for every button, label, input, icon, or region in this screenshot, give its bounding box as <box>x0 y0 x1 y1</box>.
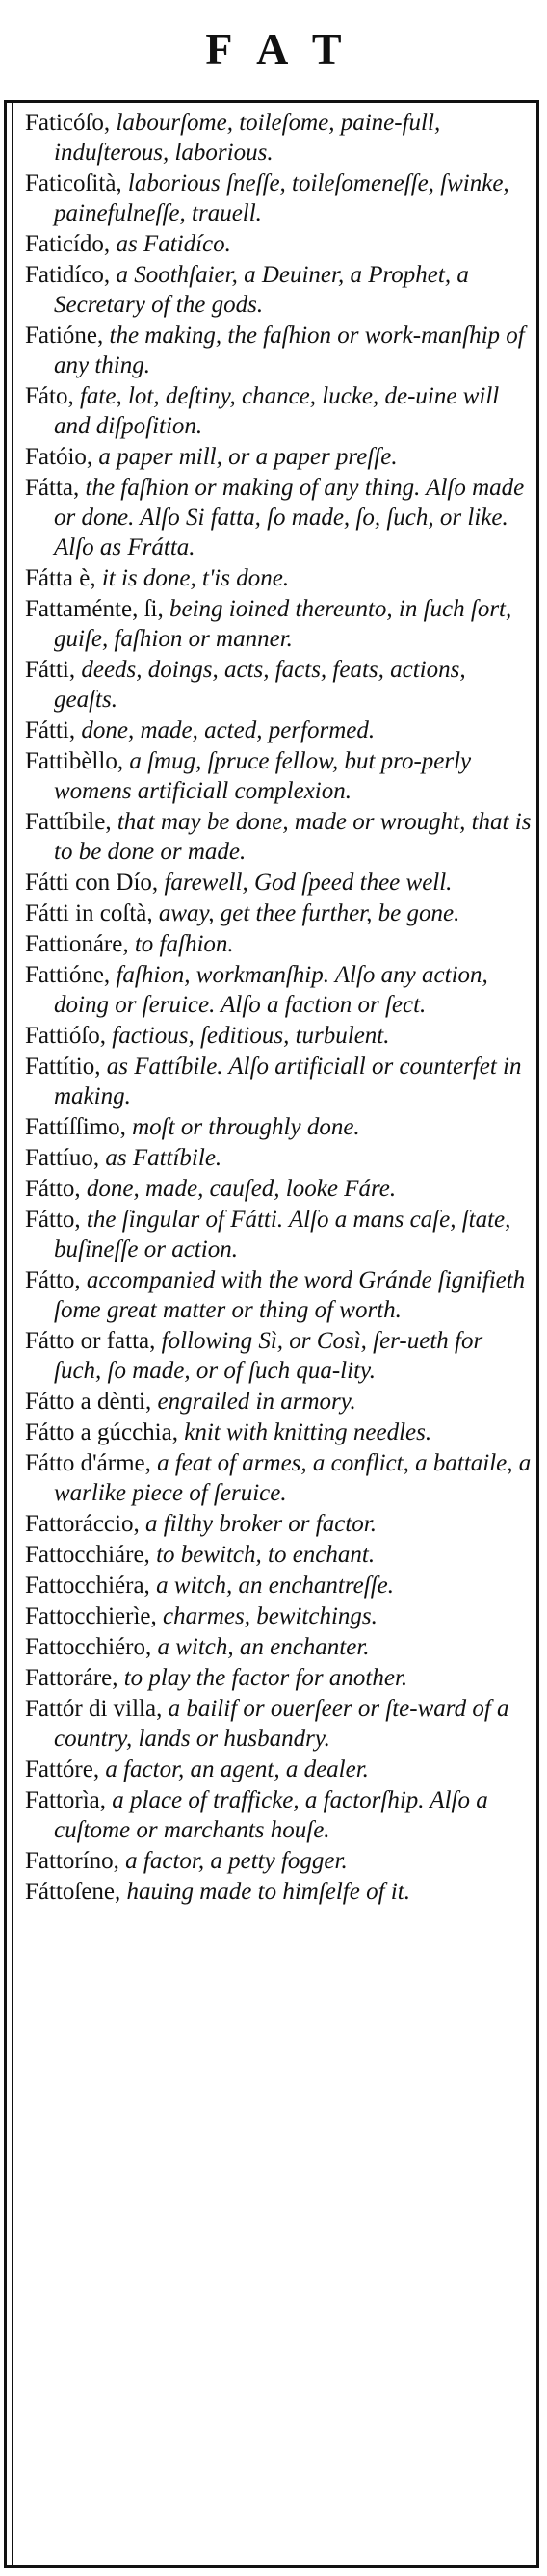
dictionary-entry <box>25 260 532 320</box>
dictionary-entry <box>25 1755 532 1784</box>
page-title: FAT <box>205 23 369 73</box>
entry-headword: Fattorìa, <box>25 1787 107 1813</box>
dictionary-entry <box>25 898 532 928</box>
entry-headword: Fattocchiéro, <box>25 1634 152 1660</box>
entry-gloss: a ſmug, ſpruce fellow, but pro-perly womens artificiall complexion. <box>54 748 472 804</box>
entry-gloss: factious, ſeditious, turbulent. <box>106 1023 390 1049</box>
entry-headword: Fattoríno, <box>25 1848 119 1874</box>
entry-headword: Fattíſſimo, <box>25 1114 126 1140</box>
dictionary-entry <box>25 1663 532 1693</box>
dictionary-entry <box>25 1571 532 1600</box>
entry-gloss: the faſhion or making of any thing. Alſo made or done. Alſo Si fatta, ſo made, ſo, ſuch, or like. Alſo as Frátta. <box>54 475 525 560</box>
entry-gloss: the ſingular of Fátti. Alſo a mans caſe, ſtate, buſineſſe or action. <box>54 1207 511 1262</box>
entry-gloss: a witch, an enchantreſſe. <box>149 1573 394 1599</box>
entry-gloss: a factor, an agent, a dealer. <box>99 1756 369 1782</box>
entry-gloss: to faſhion. <box>128 931 234 957</box>
left-inner-rule <box>12 100 13 2568</box>
dictionary-entry <box>25 1052 532 1111</box>
entry-headword: Fátto, <box>25 1176 81 1202</box>
dictionary-entry <box>25 1387 532 1417</box>
entry-gloss: deeds, doings, acts, facts, feats, actions, geaſts. <box>54 657 466 713</box>
dictionary-entry <box>25 1846 532 1876</box>
dictionary-entry <box>25 442 532 472</box>
dictionary-entry <box>25 1632 532 1662</box>
entry-gloss: done, made, cauſed, looke Fáre. <box>80 1176 397 1202</box>
dictionary-entry <box>25 1174 532 1204</box>
entry-gloss: a Soothſaier, a Deuiner, a Prophet, a Secretary of the gods. <box>54 262 469 318</box>
entry-gloss: away, get thee further, be gone. <box>152 900 460 926</box>
entry-headword: Fattíuo, <box>25 1145 100 1171</box>
dictionary-entry <box>25 807 532 867</box>
entry-headword: Fattítio, <box>25 1054 101 1080</box>
entry-headword: Fáto, <box>25 383 74 409</box>
entry-headword: Fattíbile, <box>25 809 112 835</box>
entry-gloss: labourſome, toileſome, paine-full, induſterous, laborious. <box>54 110 441 166</box>
entry-headword: Fatióne, <box>25 323 104 349</box>
entry-gloss: to bewitch, to enchant. <box>149 1542 376 1568</box>
dictionary-entry <box>25 473 532 562</box>
entry-gloss: knit with knitting needles. <box>177 1419 432 1445</box>
entry-gloss: a feat of armes, a conflict, a battaile, a warlike piece of ſeruice. <box>54 1450 532 1506</box>
dictionary-entry <box>25 169 532 228</box>
entry-gloss: it is done, t'is done. <box>95 565 290 591</box>
dictionary-entry <box>25 929 532 959</box>
entry-headword: Fátto or fatta, <box>25 1328 156 1354</box>
dictionary-entry <box>25 746 532 806</box>
dictionary-entry <box>25 868 532 898</box>
entry-gloss: a bailif or ouerſeer or ſte-ward of a country, lands or husbandry. <box>54 1696 509 1752</box>
entry-headword: Fattióſo, <box>25 1023 107 1049</box>
entry-headword: Fatidíco, <box>25 262 111 288</box>
entry-gloss: as Fattíbile. Alſo artificiall or counterfet in making. <box>54 1054 522 1109</box>
entry-headword: Fátta, <box>25 475 80 501</box>
entry-headword: Faticoſità, <box>25 170 122 196</box>
entry-headword: Fattionáre, <box>25 931 129 957</box>
entry-gloss: a place of trafficke, a factorſhip. Alſo a cuſtome or marchants houſe. <box>54 1787 488 1843</box>
entry-gloss: fate, lot, deſtiny, chance, lucke, de-uine will and diſpoſition. <box>54 383 500 439</box>
entry-gloss: following Sì, or Così, ſer-ueth for ſuch, ſo made, or of ſuch qua-lity. <box>54 1328 483 1384</box>
entry-gloss: a filthy broker or factor. <box>139 1511 377 1537</box>
entry-headword: Fatóio, <box>25 444 93 470</box>
entry-headword: Fattoráccio, <box>25 1511 140 1537</box>
entry-headword: Faticóſo, <box>25 110 111 136</box>
dictionary-entry <box>25 1694 532 1754</box>
dictionary-entry <box>25 716 532 745</box>
entry-gloss: as Fattíbile. <box>99 1145 222 1171</box>
entry-gloss: accompanied with the word Gránde ſignifieth ſome great matter or thing of worth. <box>54 1267 526 1323</box>
entry-headword: Fattocchiéra, <box>25 1573 150 1599</box>
entry-headword: Fátti in coſtà, <box>25 900 153 926</box>
right-outer-rule <box>536 100 539 2568</box>
entry-headword: Fátto a dènti, <box>25 1389 152 1415</box>
left-outer-rule <box>4 100 7 2568</box>
dictionary-entry <box>25 229 532 259</box>
entry-gloss: being ioined thereunto, in ſuch ſort, guiſe, faſhion or manner. <box>54 596 512 652</box>
entry-headword: Fátti, <box>25 657 76 683</box>
entry-headword: Faticído, <box>25 231 111 257</box>
dictionary-entry <box>25 1205 532 1264</box>
dictionary-entry <box>25 1509 532 1539</box>
dictionary-entry <box>25 1540 532 1570</box>
entry-gloss: charmes, bewitchings. <box>156 1603 378 1629</box>
entry-headword: Fattocchiáre, <box>25 1542 150 1568</box>
dictionary-entry <box>25 108 532 168</box>
dictionary-entry <box>25 1021 532 1051</box>
entry-gloss: farewell, God ſpeed thee well. <box>158 870 453 896</box>
entry-gloss: a factor, a petty fogger. <box>118 1848 348 1874</box>
dictionary-entry <box>25 1265 532 1325</box>
entry-headword: Fátto d'árme, <box>25 1450 151 1476</box>
entry-headword: Fattocchierìe, <box>25 1603 157 1629</box>
dictionary-entry <box>25 1112 532 1142</box>
entry-headword: Fattóre, <box>25 1756 100 1782</box>
entry-gloss: moſt or throughly done. <box>125 1114 360 1140</box>
entry-gloss: hauing made to himſelfe of it. <box>120 1879 410 1905</box>
entry-headword: Fátti, <box>25 717 76 743</box>
entry-gloss: laborious ſneſſe, toileſomeneſſe, ſwinke, painefulneſſe, trauell. <box>54 170 509 226</box>
entry-gloss: as Fatidíco. <box>110 231 231 257</box>
dictionary-entry <box>25 321 532 380</box>
dictionary-entry <box>25 1418 532 1447</box>
entry-gloss: to play the factor for another. <box>117 1665 408 1691</box>
entry-headword: Fátta è, <box>25 565 96 591</box>
entry-headword: Fátti con Dío, <box>25 870 159 896</box>
entry-headword: Fátto, <box>25 1267 81 1293</box>
dictionary-entry <box>25 960 532 1020</box>
entry-gloss: that may be done, made or wrought, that is to be done or made. <box>54 809 532 865</box>
dictionary-entry <box>25 1601 532 1631</box>
entry-headword: Fattaménte, ſi, <box>25 596 164 622</box>
entry-gloss: a witch, an enchanter. <box>151 1634 370 1660</box>
dictionary-entry <box>25 594 532 654</box>
dictionary-entry <box>25 655 532 715</box>
entry-gloss: the making, the faſhion or work-manſhip of any thing. <box>54 323 525 378</box>
entry-headword: Fattór di villa, <box>25 1696 163 1722</box>
page-header <box>0 0 547 96</box>
entry-gloss: a paper mill, or a paper preſſe. <box>92 444 398 470</box>
dictionary-entry <box>25 381 532 441</box>
entry-headword: Fátto a gúcchia, <box>25 1419 178 1445</box>
dictionary-entry <box>25 1326 532 1386</box>
entry-headword: Fattibèllo, <box>25 748 124 774</box>
entry-headword: Fáttoſene, <box>25 1879 121 1905</box>
dictionary-entry <box>25 1448 532 1508</box>
entry-gloss: faſhion, workmanſhip. Alſo any action, doing or ſeruice. Alſo a faction or ſect. <box>54 962 488 1018</box>
entry-gloss: done, made, acted, performed. <box>75 717 376 743</box>
entry-headword: Fattoráre, <box>25 1665 118 1691</box>
entry-headword: Fattióne, <box>25 962 111 988</box>
dictionary-entry <box>25 1785 532 1845</box>
entry-list <box>25 108 532 1908</box>
dictionary-entry <box>25 1877 532 1907</box>
entry-gloss: engrailed in armory. <box>151 1389 356 1415</box>
dictionary-entry <box>25 563 532 593</box>
entry-headword: Fátto, <box>25 1207 81 1233</box>
dictionary-entry <box>25 1143 532 1173</box>
